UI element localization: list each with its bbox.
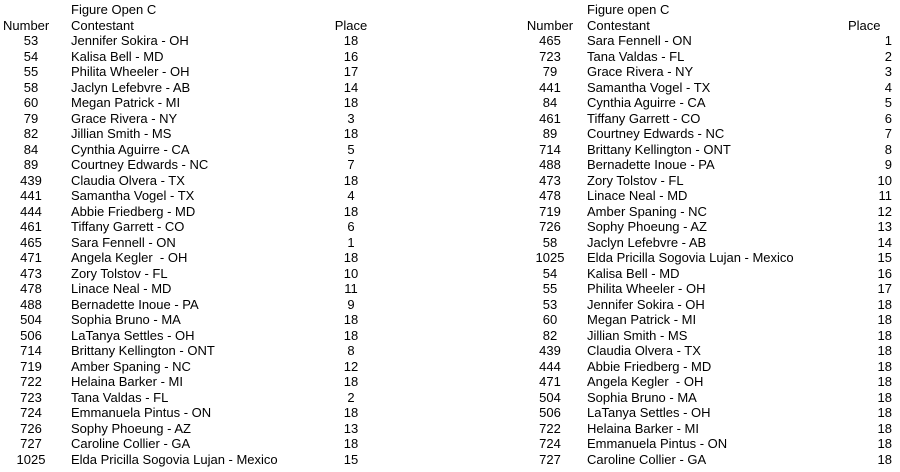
contestant-cell: Caroline Collier - GA (71, 436, 191, 451)
table-row (0, 64, 450, 80)
row-number-cell: 488 (20, 296, 42, 312)
place-cell: 9 (884, 157, 892, 172)
row-number-cell: 506 (20, 327, 42, 343)
row-number-cell: 504 (20, 312, 42, 327)
place-cell: 1 (347, 234, 355, 250)
place-cell: 18 (343, 436, 359, 451)
place-cell: 18 (877, 343, 892, 358)
table-row (450, 95, 900, 111)
place-cell: 18 (877, 436, 892, 451)
table-row (0, 33, 450, 49)
contestant-cell: Bernadette Inoue - PA (587, 157, 715, 172)
contestant-cell: Jillian Smith - MS (587, 327, 688, 343)
table-row (450, 281, 900, 297)
contestant-cell: Cynthia Aguirre - CA (71, 141, 190, 157)
contestant-cell: Angela Kegler - OH (71, 250, 188, 265)
contestant-cell: Megan Patrick - MI (71, 95, 181, 110)
contestant-cell: Linace Neal - MD (587, 188, 688, 203)
row-number-cell: 504 (539, 389, 561, 405)
table-row (0, 219, 450, 235)
contestant-cell: Jillian Smith - MS (71, 126, 172, 141)
column-header-place: Place (334, 17, 368, 33)
place-cell: 16 (343, 48, 359, 64)
table-row (450, 312, 900, 328)
table-title-row (0, 2, 450, 18)
row-number-cell: 461 (20, 219, 42, 234)
column-header-number: Number (526, 17, 574, 33)
place-cell: 18 (343, 172, 359, 188)
table-row (450, 173, 900, 189)
column-header-place: Place (848, 17, 881, 33)
row-number-cell: 719 (20, 358, 42, 374)
contestant-cell: Courtney Edwards - NC (587, 126, 725, 141)
table-row (450, 188, 900, 204)
contestant-cell: Tana Valdas - FL (587, 48, 685, 64)
table-row (0, 49, 450, 65)
place-cell: 10 (877, 172, 892, 188)
contestant-cell: Sophy Phoeung - AZ (71, 420, 191, 436)
row-number-cell: 89 (23, 157, 39, 172)
table-body (0, 33, 450, 467)
row-number-cell: 723 (539, 48, 561, 64)
contestant-cell: Caroline Collier - GA (587, 451, 707, 467)
place-cell: 4 (884, 79, 892, 95)
table-row (450, 436, 900, 452)
place-cell: 3 (347, 110, 355, 126)
row-number-cell: 726 (20, 420, 42, 436)
table-row (450, 235, 900, 251)
row-number-cell: 722 (20, 374, 42, 389)
place-cell: 18 (343, 374, 359, 389)
table-row (450, 421, 900, 437)
place-cell: 4 (347, 188, 355, 203)
contestant-cell: Zory Tolstov - FL (587, 172, 684, 188)
place-cell: 11 (878, 188, 892, 203)
contestant-cell: Samantha Vogel - TX (587, 79, 711, 95)
row-number-cell: 719 (539, 203, 561, 219)
row-number-cell: 506 (539, 405, 561, 420)
contestant-cell: Sara Fennell - ON (587, 33, 692, 48)
table-row (0, 157, 450, 173)
table-row (0, 390, 450, 406)
contestant-cell: Amber Spaning - NC (587, 203, 707, 219)
place-cell: 15 (343, 451, 359, 467)
place-cell: 18 (877, 358, 892, 374)
contestant-cell: Claudia Olvera - TX (71, 172, 185, 188)
table-row (450, 219, 900, 235)
place-cell: 18 (343, 250, 359, 265)
contestant-cell: Helaina Barker - MI (71, 374, 183, 389)
contestant-cell: Abbie Friedberg - MD (587, 358, 712, 374)
contestant-cell: Cynthia Aguirre - CA (587, 95, 706, 110)
place-cell: 18 (877, 296, 892, 312)
row-number-cell: 53 (542, 296, 558, 312)
place-cell: 2 (347, 389, 355, 405)
contestant-cell: Jaclyn Lefebvre - AB (71, 79, 191, 95)
contestant-cell: Philita Wheeler - OH (71, 64, 190, 79)
column-header-number: Number (3, 17, 50, 33)
table-body (450, 33, 900, 467)
contestant-cell: Abbie Friedberg - MD (71, 203, 196, 219)
table-row (0, 188, 450, 204)
table-row (450, 359, 900, 375)
place-cell: 3 (884, 64, 892, 79)
place-cell: 18 (343, 126, 359, 141)
place-cell: 5 (884, 95, 892, 110)
row-number-cell: 727 (539, 451, 561, 467)
row-number-cell: 54 (542, 265, 558, 281)
place-cell: 6 (347, 219, 355, 234)
row-number-cell: 55 (23, 64, 39, 79)
table-row (450, 390, 900, 406)
table-row (450, 111, 900, 127)
place-cell: 1 (884, 33, 892, 48)
row-number-cell: 478 (539, 188, 561, 203)
row-number-cell: 82 (23, 126, 39, 141)
place-cell: 18 (343, 33, 359, 48)
row-number-cell: 441 (20, 188, 42, 203)
row-number-cell: 722 (539, 420, 561, 436)
row-number-cell: 726 (539, 219, 561, 234)
row-number-cell: 82 (542, 327, 558, 343)
place-cell: 18 (877, 420, 892, 436)
row-number-cell: 714 (20, 343, 42, 358)
contestant-cell: Bernadette Inoue - PA (71, 296, 199, 312)
table-header-row (0, 18, 450, 34)
row-number-cell: 60 (23, 95, 39, 110)
row-number-cell: 444 (539, 358, 561, 374)
column-header-contestant: Contestant (71, 17, 134, 33)
table-row (0, 312, 450, 328)
place-cell: 18 (877, 451, 892, 467)
row-number-cell: 714 (539, 141, 561, 157)
place-cell: 2 (884, 48, 892, 64)
row-number-cell: 84 (542, 95, 558, 110)
contestant-cell: Angela Kegler - OH (587, 374, 704, 389)
table-row (450, 126, 900, 142)
table-row (0, 343, 450, 359)
table-row (450, 80, 900, 96)
row-number-cell: 58 (23, 79, 39, 95)
table-row (0, 111, 450, 127)
contestant-cell: Tiffany Garrett - CO (71, 219, 185, 234)
row-number-cell: 58 (542, 234, 558, 250)
row-number-cell: 444 (20, 203, 42, 219)
row-number-cell: 724 (539, 436, 561, 451)
place-cell: 14 (877, 234, 892, 250)
contestant-cell: Brittany Kellington - ONT (71, 343, 215, 358)
table-row (0, 297, 450, 313)
place-cell: 18 (343, 95, 359, 110)
table-row (450, 297, 900, 313)
row-number-cell: 1025 (16, 451, 46, 467)
contestant-cell: Emmanuela Pintus - ON (71, 405, 212, 420)
contestant-cell: Jennifer Sokira - OH (71, 33, 189, 48)
row-number-cell: 1025 (535, 250, 565, 265)
table-row (450, 33, 900, 49)
row-number-cell: 60 (542, 312, 558, 327)
column-header-contestant: Contestant (587, 17, 650, 33)
table-row (0, 359, 450, 375)
row-number-cell: 465 (20, 234, 42, 250)
table-row (450, 250, 900, 266)
row-number-cell: 79 (23, 110, 39, 126)
table-row (450, 157, 900, 173)
table-row (450, 328, 900, 344)
place-cell: 7 (347, 157, 355, 172)
place-cell: 8 (347, 343, 355, 358)
place-cell: 14 (343, 79, 359, 95)
place-cell: 6 (884, 110, 892, 126)
contestant-cell: Kalisa Bell - MD (587, 265, 680, 281)
contestant-cell: Grace Rivera - NY (71, 110, 178, 126)
table-row (0, 328, 450, 344)
table-row (0, 266, 450, 282)
row-number-cell: 724 (20, 405, 42, 420)
table-row (450, 49, 900, 65)
row-number-cell: 727 (20, 436, 42, 451)
contestant-cell: Sara Fennell - ON (71, 234, 176, 250)
contestant-cell: Brittany Kellington - ONT (587, 141, 731, 157)
contestant-cell: Jaclyn Lefebvre - AB (587, 234, 707, 250)
place-cell: 12 (877, 203, 892, 219)
table-row (0, 374, 450, 390)
contestant-cell: LaTanya Settles - OH (587, 405, 711, 420)
contestant-cell: Sophia Bruno - MA (71, 312, 181, 327)
contestant-cell: Sophia Bruno - MA (587, 389, 697, 405)
row-number-cell: 55 (542, 281, 558, 296)
place-cell: 18 (343, 203, 359, 219)
place-cell: 15 (877, 250, 892, 265)
contestant-cell: Jennifer Sokira - OH (587, 296, 705, 312)
place-cell: 7 (884, 126, 892, 141)
table-row (0, 235, 450, 251)
place-cell: 18 (877, 405, 892, 420)
row-number-cell: 439 (539, 343, 561, 358)
table-title: Figure Open C (71, 2, 157, 17)
place-cell: 5 (347, 141, 355, 157)
contestant-cell: Zory Tolstov - FL (71, 265, 168, 281)
contestant-cell: Grace Rivera - NY (587, 64, 694, 79)
row-number-cell: 488 (539, 157, 561, 172)
table-row (0, 250, 450, 266)
place-cell: 13 (877, 219, 892, 234)
contestant-cell: Emmanuela Pintus - ON (587, 436, 728, 451)
place-cell: 17 (877, 281, 892, 296)
contestant-cell: Claudia Olvera - TX (587, 343, 701, 358)
contestant-cell: Elda Pricilla Sogovia Lujan - Mexico (587, 250, 794, 265)
contestant-cell: Philita Wheeler - OH (587, 281, 706, 296)
row-number-cell: 84 (23, 141, 39, 157)
table-row (450, 266, 900, 282)
place-cell: 18 (343, 405, 359, 420)
place-cell: 18 (877, 389, 892, 405)
table-row (450, 452, 900, 468)
results-table-left (0, 2, 450, 467)
row-number-cell: 723 (20, 389, 42, 405)
table-row (450, 142, 900, 158)
table-row (0, 405, 450, 421)
table-row (0, 95, 450, 111)
contestant-cell: Courtney Edwards - NC (71, 157, 209, 172)
contestant-cell: Samantha Vogel - TX (71, 188, 195, 203)
row-number-cell: 471 (539, 374, 561, 389)
table-row (0, 80, 450, 96)
contestant-cell: Amber Spaning - NC (71, 358, 191, 374)
contestant-cell: Helaina Barker - MI (587, 420, 699, 436)
table-row (450, 64, 900, 80)
row-number-cell: 465 (539, 33, 561, 48)
place-cell: 10 (343, 265, 359, 281)
table-row (450, 204, 900, 220)
place-cell: 16 (877, 265, 892, 281)
row-number-cell: 473 (539, 172, 561, 188)
table-row (0, 126, 450, 142)
table-title-row (450, 2, 900, 18)
row-number-cell: 53 (23, 33, 39, 48)
table-row (0, 421, 450, 437)
row-number-cell: 79 (542, 64, 558, 79)
row-number-cell: 439 (20, 172, 42, 188)
table-row (0, 281, 450, 297)
place-cell: 18 (877, 327, 892, 343)
place-cell: 13 (343, 420, 359, 436)
contestant-cell: Tana Valdas - FL (71, 389, 169, 405)
contestant-cell: Elda Pricilla Sogovia Lujan - Mexico (71, 451, 278, 467)
table-row (0, 452, 450, 468)
row-number-cell: 89 (542, 126, 558, 141)
table-header-row (450, 18, 900, 34)
place-cell: 18 (343, 312, 359, 327)
contestant-cell: Sophy Phoeung - AZ (587, 219, 707, 234)
contestant-cell: LaTanya Settles - OH (71, 327, 195, 343)
row-number-cell: 441 (539, 79, 561, 95)
place-cell: 9 (347, 296, 355, 312)
table-row (0, 142, 450, 158)
table-row (0, 173, 450, 189)
row-number-cell: 478 (20, 281, 42, 296)
place-cell: 18 (343, 327, 359, 343)
place-cell: 8 (884, 141, 892, 157)
row-number-cell: 471 (20, 250, 42, 265)
table-row (0, 204, 450, 220)
table-row (450, 343, 900, 359)
contestant-cell: Tiffany Garrett - CO (587, 110, 701, 126)
row-number-cell: 54 (23, 48, 39, 64)
row-number-cell: 461 (539, 110, 561, 126)
table-title: Figure open C (587, 2, 670, 17)
place-cell: 12 (343, 358, 359, 374)
contestant-cell: Linace Neal - MD (71, 281, 172, 296)
contestant-cell: Megan Patrick - MI (587, 312, 697, 327)
table-row (450, 374, 900, 390)
table-row (0, 436, 450, 452)
row-number-cell: 473 (20, 265, 42, 281)
place-cell: 18 (877, 374, 892, 389)
results-table-right (450, 2, 900, 467)
place-cell: 18 (877, 312, 892, 327)
place-cell: 11 (344, 281, 358, 296)
place-cell: 17 (343, 64, 359, 79)
contestant-cell: Kalisa Bell - MD (71, 48, 164, 64)
table-row (450, 405, 900, 421)
